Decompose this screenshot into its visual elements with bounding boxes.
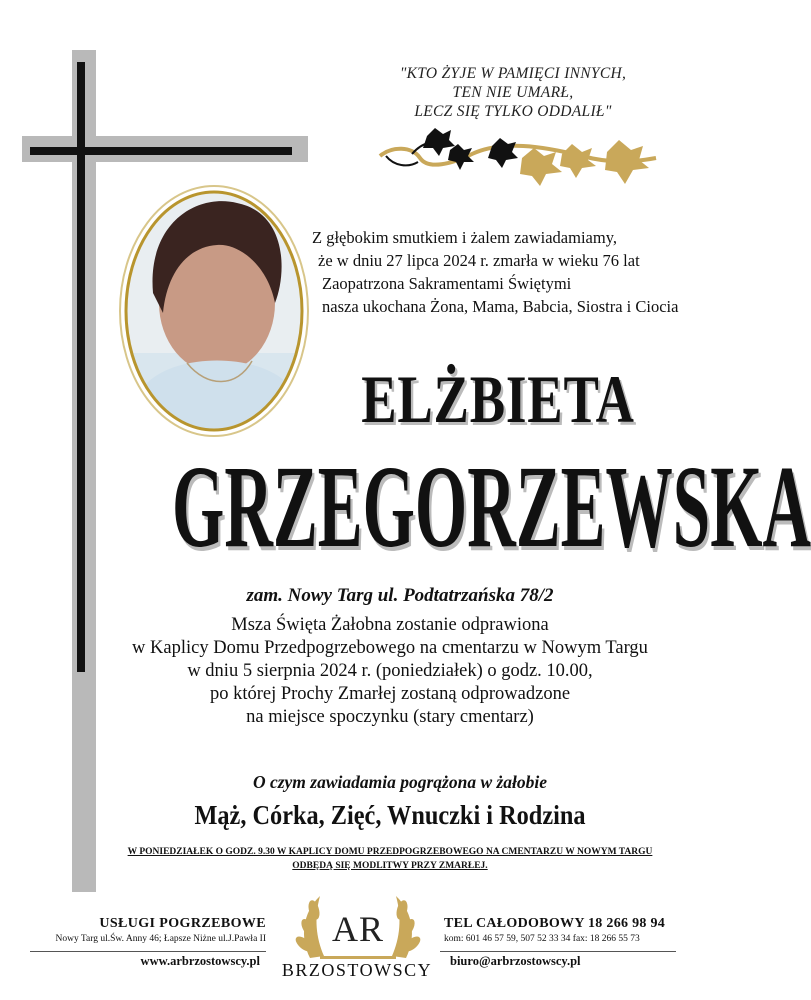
quote-line: "KTO ŻYJE W PAMIĘCI INNYCH, — [399, 65, 627, 82]
deceased-last-name: GRZEGORZEWSKA — [172, 441, 811, 572]
vine-ornament-icon — [372, 124, 662, 194]
logo-initials: AR — [331, 909, 384, 949]
footer-divider-right — [440, 951, 676, 952]
deceased-address: zam. Nowy Targ ul. Podtatrzańska 78/2 — [246, 585, 554, 606]
quote-line: LECZ SIĘ TYLKO ODDALIŁ" — [414, 103, 612, 120]
website-link[interactable]: www.arbrzostowscy.pl — [140, 954, 260, 968]
funeral-home-address: Nowy Targ ul.Św. Anny 46; Łapsze Niżne ul.J.Pawła II — [55, 934, 266, 944]
cross-horizontal-bar — [30, 147, 292, 155]
mobile-fax-numbers: kom: 601 46 57 59, 507 52 33 34 fax: 18 266 55 73 — [444, 934, 640, 944]
funeral-home-title: USŁUGI POGRZEBOWE — [99, 916, 266, 931]
intro-line: Zaopatrzona Sakramentami Świętymi — [322, 274, 572, 293]
mourners-intro: O czym zawiadamia pogrążona w żałobie — [252, 772, 548, 792]
mass-line: Msza Święta Żałobna zostanie odprawiona — [231, 615, 549, 635]
logo-name: BRZOSTOWSCY — [281, 960, 433, 980]
deceased-first-name: ELŻBIETA — [361, 361, 635, 437]
family-list: Mąż, Córka, Zięć, Wnuczki i Rodzina — [194, 800, 586, 830]
intro-line: nasza ukochana Żona, Mama, Babcia, Siostra i Ciocia — [322, 297, 679, 316]
quote-line: TEN NIE UMARŁ, — [452, 84, 574, 101]
mass-information — [100, 614, 680, 729]
notice-line: ODBĘDĄ SIĘ MODLITWY PRZY ZMARŁEJ. — [292, 861, 488, 871]
intro-line: Z głębokim smutkiem i żalem zawiadamiamy, — [312, 228, 618, 247]
portrait-photo — [117, 183, 311, 439]
mass-line: po której Prochy Zmarłej zostaną odprowadzone — [209, 684, 571, 704]
mass-line: w Kaplicy Domu Przedpogrzebowego na cmentarzu w Nowym Targu — [132, 638, 648, 658]
mass-line: w dniu 5 sierpnia 2024 r. (poniedziałek) o godz. 10.00, — [187, 661, 593, 681]
prayer-notice — [110, 845, 670, 873]
phone-number[interactable]: TEL CAŁODOBOWY 18 266 98 94 — [444, 916, 666, 931]
announcement-intro — [300, 226, 700, 318]
intro-line: że w dniu 27 lipca 2024 r. zmarła w wieku 76 lat — [318, 251, 640, 270]
mass-line: na miejsce spoczynku (stary cmentarz) — [246, 707, 534, 727]
notice-line: W PONIEDZIAŁEK O GODZ. 9.30 W KAPLICY DOMU PRZEDPOGRZEBOWEGO NA CMENTARZU W NOWYM TARGU — [127, 847, 653, 857]
memorial-quote — [348, 64, 678, 121]
footer-divider-left — [30, 951, 266, 952]
email-link[interactable]: biuro@arbrzostowscy.pl — [450, 954, 581, 968]
